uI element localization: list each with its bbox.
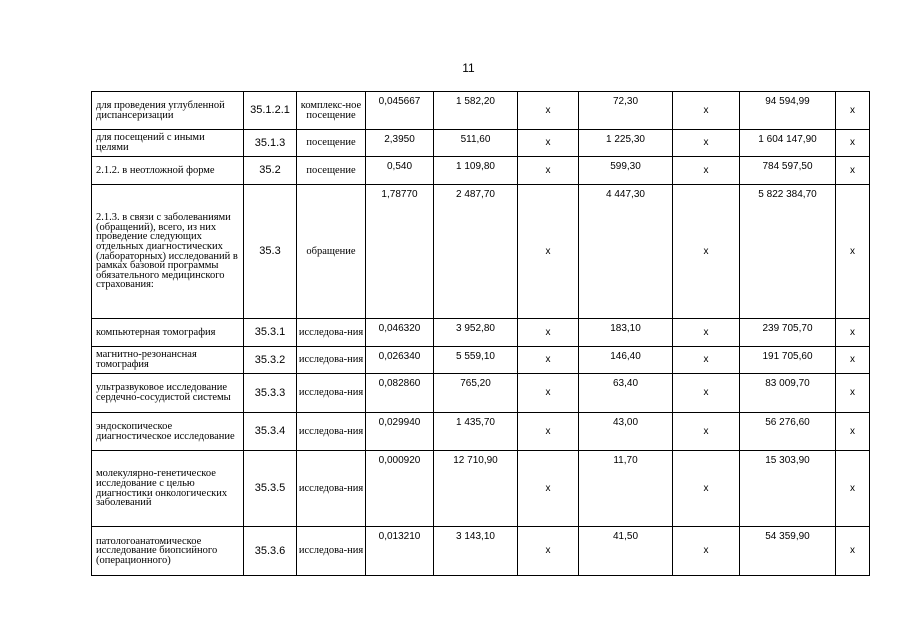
row-per-capita: 1 225,30 [579, 130, 673, 157]
row-unit: исследова-ния [297, 413, 366, 451]
table-row [92, 185, 870, 319]
row-x: х [673, 413, 740, 451]
table-row [92, 157, 870, 185]
row-x: х [518, 130, 579, 157]
row-x: х [673, 527, 740, 576]
table-row [92, 130, 870, 157]
row-name: для проведения углубленной диспансеризации [92, 92, 244, 130]
row-total: 191 705,60 [740, 347, 836, 374]
row-total: 15 303,90 [740, 451, 836, 527]
row-cost: 765,20 [434, 374, 518, 413]
row-x: х [836, 157, 870, 185]
row-unit: обращение [297, 185, 366, 319]
row-per-capita: 599,30 [579, 157, 673, 185]
row-per-capita: 4 447,30 [579, 185, 673, 319]
row-total: 54 359,90 [740, 527, 836, 576]
row-name: компьютерная томография [92, 319, 244, 347]
table-row [92, 374, 870, 413]
row-name: патологоанатомическое исследование биопсийного (операционного) [92, 527, 244, 576]
row-cost: 2 487,70 [434, 185, 518, 319]
table-row [92, 413, 870, 451]
row-cost: 3 952,80 [434, 319, 518, 347]
table-row [92, 319, 870, 347]
row-x: х [673, 319, 740, 347]
row-x: х [673, 130, 740, 157]
table-row [92, 451, 870, 527]
row-x: х [836, 92, 870, 130]
row-name: эндоскопическое диагностическое исследование [92, 413, 244, 451]
row-total: 1 604 147,90 [740, 130, 836, 157]
row-x: х [836, 413, 870, 451]
row-code: 35.3.5 [244, 451, 297, 527]
row-x: х [518, 157, 579, 185]
row-per-capita: 72,30 [579, 92, 673, 130]
row-x: х [836, 130, 870, 157]
row-x: х [518, 92, 579, 130]
row-per-capita: 146,40 [579, 347, 673, 374]
row-x: х [836, 185, 870, 319]
row-x: х [518, 185, 579, 319]
row-name: молекулярно-генетическое исследование с целью диагностики онкологических заболеваний [92, 451, 244, 527]
row-code: 35.3 [244, 185, 297, 319]
row-cost: 1 109,80 [434, 157, 518, 185]
row-name: ультразвуковое исследование сердечно-сосудистой системы [92, 374, 244, 413]
row-cost: 5 559,10 [434, 347, 518, 374]
row-unit: исследова-ния [297, 527, 366, 576]
row-volume: 0,540 [366, 157, 434, 185]
row-unit: посещение [297, 157, 366, 185]
row-name: 2.1.3. в связи с заболеваниями (обращений), всего, из них проведение следующих отдельных диагностических (лабораторных) исследований в рамках базовой программы обязательного медицинского страхования: [92, 185, 244, 319]
row-code: 35.1.2.1 [244, 92, 297, 130]
row-volume: 0,013210 [366, 527, 434, 576]
row-code: 35.1.3 [244, 130, 297, 157]
row-total: 239 705,70 [740, 319, 836, 347]
row-cost: 511,60 [434, 130, 518, 157]
table-row [92, 92, 870, 130]
row-x: х [836, 319, 870, 347]
row-x: х [518, 413, 579, 451]
row-unit: комплекс-ное посещение [297, 92, 366, 130]
row-x: х [673, 347, 740, 374]
row-x: х [673, 374, 740, 413]
row-total: 83 009,70 [740, 374, 836, 413]
row-x: х [836, 374, 870, 413]
table-row [92, 347, 870, 374]
row-cost: 3 143,10 [434, 527, 518, 576]
table-row [92, 527, 870, 576]
row-total: 94 594,99 [740, 92, 836, 130]
row-x: х [836, 347, 870, 374]
row-per-capita: 41,50 [579, 527, 673, 576]
row-total: 56 276,60 [740, 413, 836, 451]
row-x: х [518, 374, 579, 413]
row-code: 35.3.1 [244, 319, 297, 347]
row-volume: 0,029940 [366, 413, 434, 451]
row-total: 784 597,50 [740, 157, 836, 185]
row-volume: 0,045667 [366, 92, 434, 130]
row-cost: 1 582,20 [434, 92, 518, 130]
tariff-table [91, 91, 870, 576]
row-unit: исследова-ния [297, 374, 366, 413]
row-per-capita: 43,00 [579, 413, 673, 451]
row-volume: 2,3950 [366, 130, 434, 157]
row-per-capita: 63,40 [579, 374, 673, 413]
row-volume: 0,082860 [366, 374, 434, 413]
row-x: х [673, 185, 740, 319]
row-x: х [518, 347, 579, 374]
row-code: 35.3.3 [244, 374, 297, 413]
row-unit: исследова-ния [297, 319, 366, 347]
row-per-capita: 11,70 [579, 451, 673, 527]
row-x: х [673, 92, 740, 130]
row-x: х [836, 451, 870, 527]
row-per-capita: 183,10 [579, 319, 673, 347]
row-x: х [518, 319, 579, 347]
page-number: 11 [462, 61, 475, 75]
row-total: 5 822 384,70 [740, 185, 836, 319]
row-unit: исследова-ния [297, 451, 366, 527]
row-x: х [673, 451, 740, 527]
row-volume: 0,000920 [366, 451, 434, 527]
row-name: для посещений с иными целями [92, 130, 244, 157]
row-name: магнитно-резонансная томография [92, 347, 244, 374]
row-code: 35.3.4 [244, 413, 297, 451]
row-x: х [836, 527, 870, 576]
row-unit: исследова-ния [297, 347, 366, 374]
row-x: х [673, 157, 740, 185]
row-cost: 1 435,70 [434, 413, 518, 451]
row-x: х [518, 527, 579, 576]
row-name: 2.1.2. в неотложной форме [92, 157, 244, 185]
row-code: 35.3.2 [244, 347, 297, 374]
row-volume: 1,78770 [366, 185, 434, 319]
row-code: 35.2 [244, 157, 297, 185]
row-code: 35.3.6 [244, 527, 297, 576]
row-volume: 0,046320 [366, 319, 434, 347]
row-unit: посещение [297, 130, 366, 157]
row-cost: 12 710,90 [434, 451, 518, 527]
row-volume: 0,026340 [366, 347, 434, 374]
row-x: х [518, 451, 579, 527]
